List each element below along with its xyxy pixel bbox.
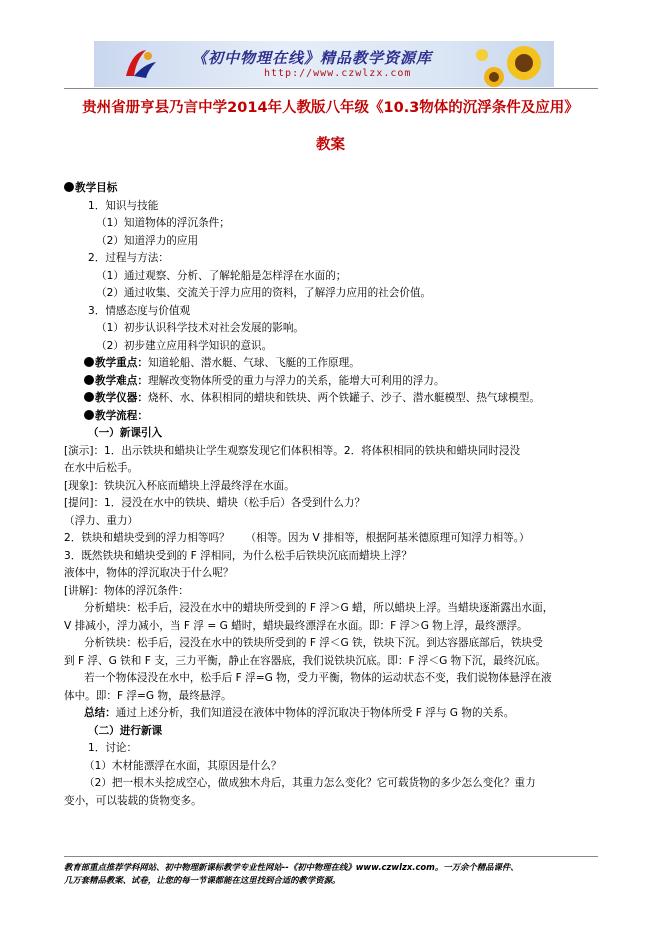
paragraph-line: V 排减小，浮力减小，当 F 浮 = G 蜡时，蜡块最终漂浮在水面。即：F 浮＞G 物上浮，最终漂浮。 bbox=[64, 619, 528, 632]
paragraph-line: [讲解]：物体的浮沉条件： bbox=[64, 584, 189, 597]
footer-rule bbox=[64, 856, 598, 857]
bullet-icon bbox=[84, 357, 94, 367]
bullet-icon bbox=[64, 182, 74, 192]
banner-url: http://www.czwlzx.com bbox=[264, 68, 412, 79]
section-heading: （二）进行新课 bbox=[88, 724, 163, 737]
goal-item: （1）通过观察、分析、了解轮船是怎样浮在水面的； bbox=[96, 269, 347, 282]
paragraph-line: [提问]：1．浸没在水中的铁块、蜡块（松手后）各受到什么力？ bbox=[64, 497, 366, 509]
process-heading: 教学流程： bbox=[64, 408, 600, 426]
goal-item: （1）知道物体的浮沉条件； bbox=[96, 217, 230, 229]
goal-item: 1．知识与技能 bbox=[88, 199, 159, 212]
paragraph-line: （浮力、重力） bbox=[64, 514, 139, 527]
key-points: 教学重点：知道轮船、潜水艇、气球、飞艇的工作原理。 bbox=[64, 355, 600, 373]
bullet-icon bbox=[84, 410, 94, 420]
paragraph-line: （1）木材能漂浮在水面，其原因是什么？ bbox=[84, 759, 282, 772]
banner-title: 《初中物理在线》精品教学资源库 bbox=[192, 49, 433, 67]
paragraph-line: 到 F 浮、G 铁和 F 支，三力平衡，静止在容器底，我们说铁块沉底。即：F 浮＜G 物下沉，最终沉底。 bbox=[64, 654, 547, 667]
paragraph-line: [现象]：铁块沉入杯底而蜡块上浮最终浮在水面。 bbox=[64, 479, 295, 492]
paragraph-line: 液体中，物体的浮沉取决于什么呢？ bbox=[64, 567, 234, 579]
document-title-2: 教案 bbox=[316, 137, 345, 153]
paragraph-line: 1．讨论： bbox=[88, 742, 138, 754]
paragraph-line: 若一个物体浸没在水中，松手后 F 浮=G 物，受力平衡，物体的运动状态不变，我们说物体悬浮在液 bbox=[84, 672, 552, 684]
paragraph-line: 在水中后松手。 bbox=[64, 462, 139, 474]
footer-line: 教育部重点推荐学科网站、初中物理新课标教学专业性网站--《初中物理在线》www.czwlzx.com。一万余个精品课件、 bbox=[64, 862, 519, 872]
goal-item: （1）初步认识科学技术对社会发展的影响。 bbox=[96, 322, 305, 334]
goals-heading: 教学目标 bbox=[64, 180, 600, 198]
header-rule bbox=[64, 88, 598, 89]
paragraph-line: 分析铁块：松手后，浸没在水中的铁块所受到的 F 浮＜G 铁，铁块下沉。到达容器底部后，铁块受 bbox=[84, 637, 543, 649]
goal-item: （2）知道浮力的应用 bbox=[96, 234, 199, 247]
site-banner bbox=[94, 41, 554, 87]
instruments: 教学仪器：烧杯、水、体积相同的蜡块和铁块、两个铁罐子、沙子、潜水艇模型、热气球模型。 bbox=[64, 390, 600, 408]
bullet-icon bbox=[84, 375, 94, 385]
document-title: 贵州省册亨县乃言中学2014年人教版八年级《10.3物体的沉浮条件及应用》 bbox=[82, 100, 579, 116]
paragraph-line: [演示]：1．出示铁块和蜡块让学生观察发现它们体积相等。2．将体积相同的铁块和蜡块同时浸没 bbox=[64, 444, 521, 457]
paragraph-line: 变小，可以装载的货物变多。 bbox=[64, 794, 202, 807]
bullet-icon bbox=[84, 392, 94, 402]
page-footer bbox=[64, 861, 604, 887]
paragraph-line: 分析蜡块：松手后，浸没在水中的蜡块所受到的 F 浮＞G 蜡，所以蜡块上浮。当蜡块逐渐露出水面， bbox=[84, 602, 554, 614]
section-heading: （一）新课引入 bbox=[88, 427, 163, 439]
goal-item: 2．过程与方法： bbox=[88, 252, 169, 264]
summary-line: 总结：通过上述分析，我们知道浸在液体中物体的浮沉取决于物体所受 F 浮与 G 物的关系。 bbox=[84, 707, 515, 719]
paragraph-line: （2）把一根木头挖成空心，做成独木舟后，其重力怎么变化？它可载货物的多少怎么变化？重力 bbox=[84, 777, 536, 789]
goal-item: （2）通过收集、交流关于浮力应用的资料，了解浮力应用的社会价值。 bbox=[96, 287, 432, 299]
goal-item: （2）初步建立应用科学知识的意识。 bbox=[96, 339, 273, 352]
paragraph-line: 2．铁块和蜡块受到的浮力相等吗？ （相等。因为 V 排相等，根据阿基米德原理可知浮力相等。） bbox=[64, 532, 530, 544]
document-body bbox=[64, 180, 600, 810]
site-logo-icon bbox=[122, 46, 158, 82]
paragraph-line: 3．既然铁块和蜡块受到的 F 浮相同，为什么松手后铁块沉底而蜡块上浮？ bbox=[64, 549, 412, 562]
footer-line: 几万套精品教案、试卷，让您的每一节课都能在这里找到合适的教学资源。 bbox=[64, 875, 341, 885]
difficult-points: 教学难点：理解改变物体所受的重力与浮力的关系，能增大可利用的浮力。 bbox=[64, 373, 600, 391]
sunflower-icon bbox=[476, 43, 546, 87]
paragraph-line: 体中。即：F 浮=G 物，最终悬浮。 bbox=[64, 689, 232, 702]
goal-item: 3．情感态度与价值观 bbox=[88, 304, 191, 317]
